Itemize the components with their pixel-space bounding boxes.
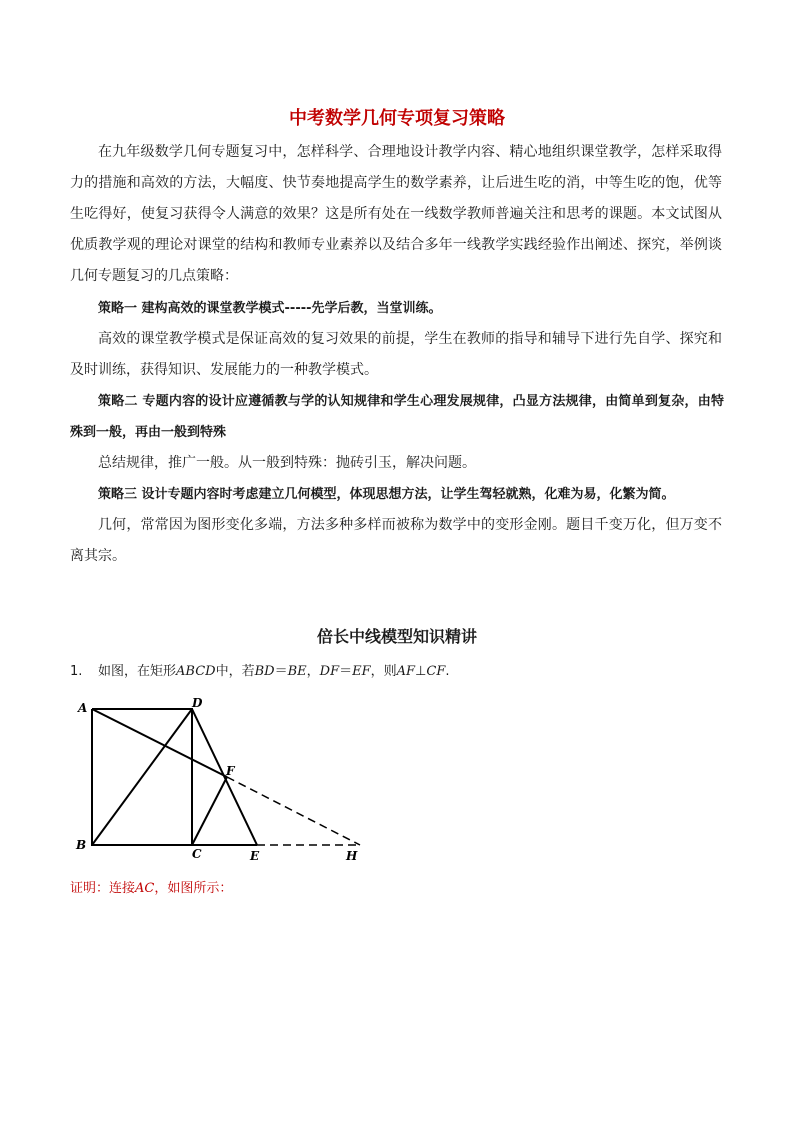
problem-text: ＝	[339, 664, 353, 679]
proof-text: ，如图所示：	[154, 881, 233, 896]
label-f: F	[226, 764, 235, 778]
dashed-segment-fh	[227, 777, 360, 845]
strategy-2-heading: 策略二 专题内容的设计应遵循教与学的认知规律和学生心理发展规律，凸显方法规律，由简单到复杂，由特殊到一般，再由一般到特殊	[70, 394, 724, 440]
segment-af	[92, 709, 227, 777]
problem-text: ⊥	[415, 664, 427, 679]
math-term: DF	[319, 664, 340, 679]
strategy-1-paragraph: 高效的课堂教学模式是保证高效的复习效果的前提，学生在教师的指导和辅导下进行先自学、探究和及时训练，获得知识、发展能力的一种教学模式。	[70, 331, 722, 378]
proof-line	[70, 877, 232, 901]
intro-paragraph: 在九年级数学几何专题复习中，怎样科学、合理地设计教学内容、精心地组织课堂教学，怎样采取得力的措施和高效的方法，大幅度、快节奏地提高学生的数学素养，让后进生吃的消，中等生吃的饱，优等生吃得好，使复习获得令人满意的效果？这是所有处在一线数学教师普遍关注和思考的课题。本文试图从优质教学观的理论对课堂的结构和教师专业素养以及结合多年一线教学实践经验作出阐述、探究，举例谈几何专题复习的几点策略：	[70, 144, 722, 284]
geometry-figure	[70, 695, 370, 870]
label-d: D	[192, 696, 203, 710]
strategy-1-heading: 策略一 建构高效的课堂教学模式-----先学后教，当堂训练。	[98, 301, 442, 316]
problem-text: .	[445, 664, 450, 679]
problem-text: 如图，在矩形	[98, 664, 177, 679]
problem-text: ＝	[274, 664, 288, 679]
problem-text: ，	[306, 664, 320, 679]
problem-statement	[70, 660, 450, 684]
label-b: B	[76, 838, 87, 852]
problem-text: ，则	[370, 664, 397, 679]
math-term: BD	[254, 664, 275, 679]
math-term: CF	[426, 664, 446, 679]
math-term: BE	[287, 664, 307, 679]
math-term: ABCD	[176, 664, 216, 679]
strategy-3-heading: 策略三 设计专题内容时考虑建立几何模型，体现思想方法，让学生驾轻就熟，化难为易，化繁为简。	[98, 487, 675, 502]
math-term: EF	[352, 664, 371, 679]
problem-number: 1.	[70, 664, 83, 679]
math-term: AF	[396, 664, 416, 679]
label-e: E	[250, 849, 260, 863]
page-title: 中考数学几何专项复习策略	[289, 108, 505, 129]
segment-cf	[192, 777, 227, 845]
section-subtitle: 倍长中线模型知识精讲	[316, 627, 477, 646]
segment-bd	[92, 709, 192, 845]
label-a: A	[78, 701, 88, 715]
label-c: C	[192, 847, 202, 861]
label-h: H	[346, 849, 358, 863]
math-term: AC	[135, 881, 155, 896]
strategy-3-paragraph: 几何，常常因为图形变化多端，方法多种多样而被称为数学中的变形金刚。题目千变万化，但万变不离其宗。	[70, 517, 722, 564]
problem-text: 中，若	[215, 664, 255, 679]
strategy-2-paragraph: 总结规律，推广一般。从一般到特殊：抛砖引玉，解决问题。	[98, 455, 476, 471]
proof-text: 证明：连接	[70, 881, 136, 896]
